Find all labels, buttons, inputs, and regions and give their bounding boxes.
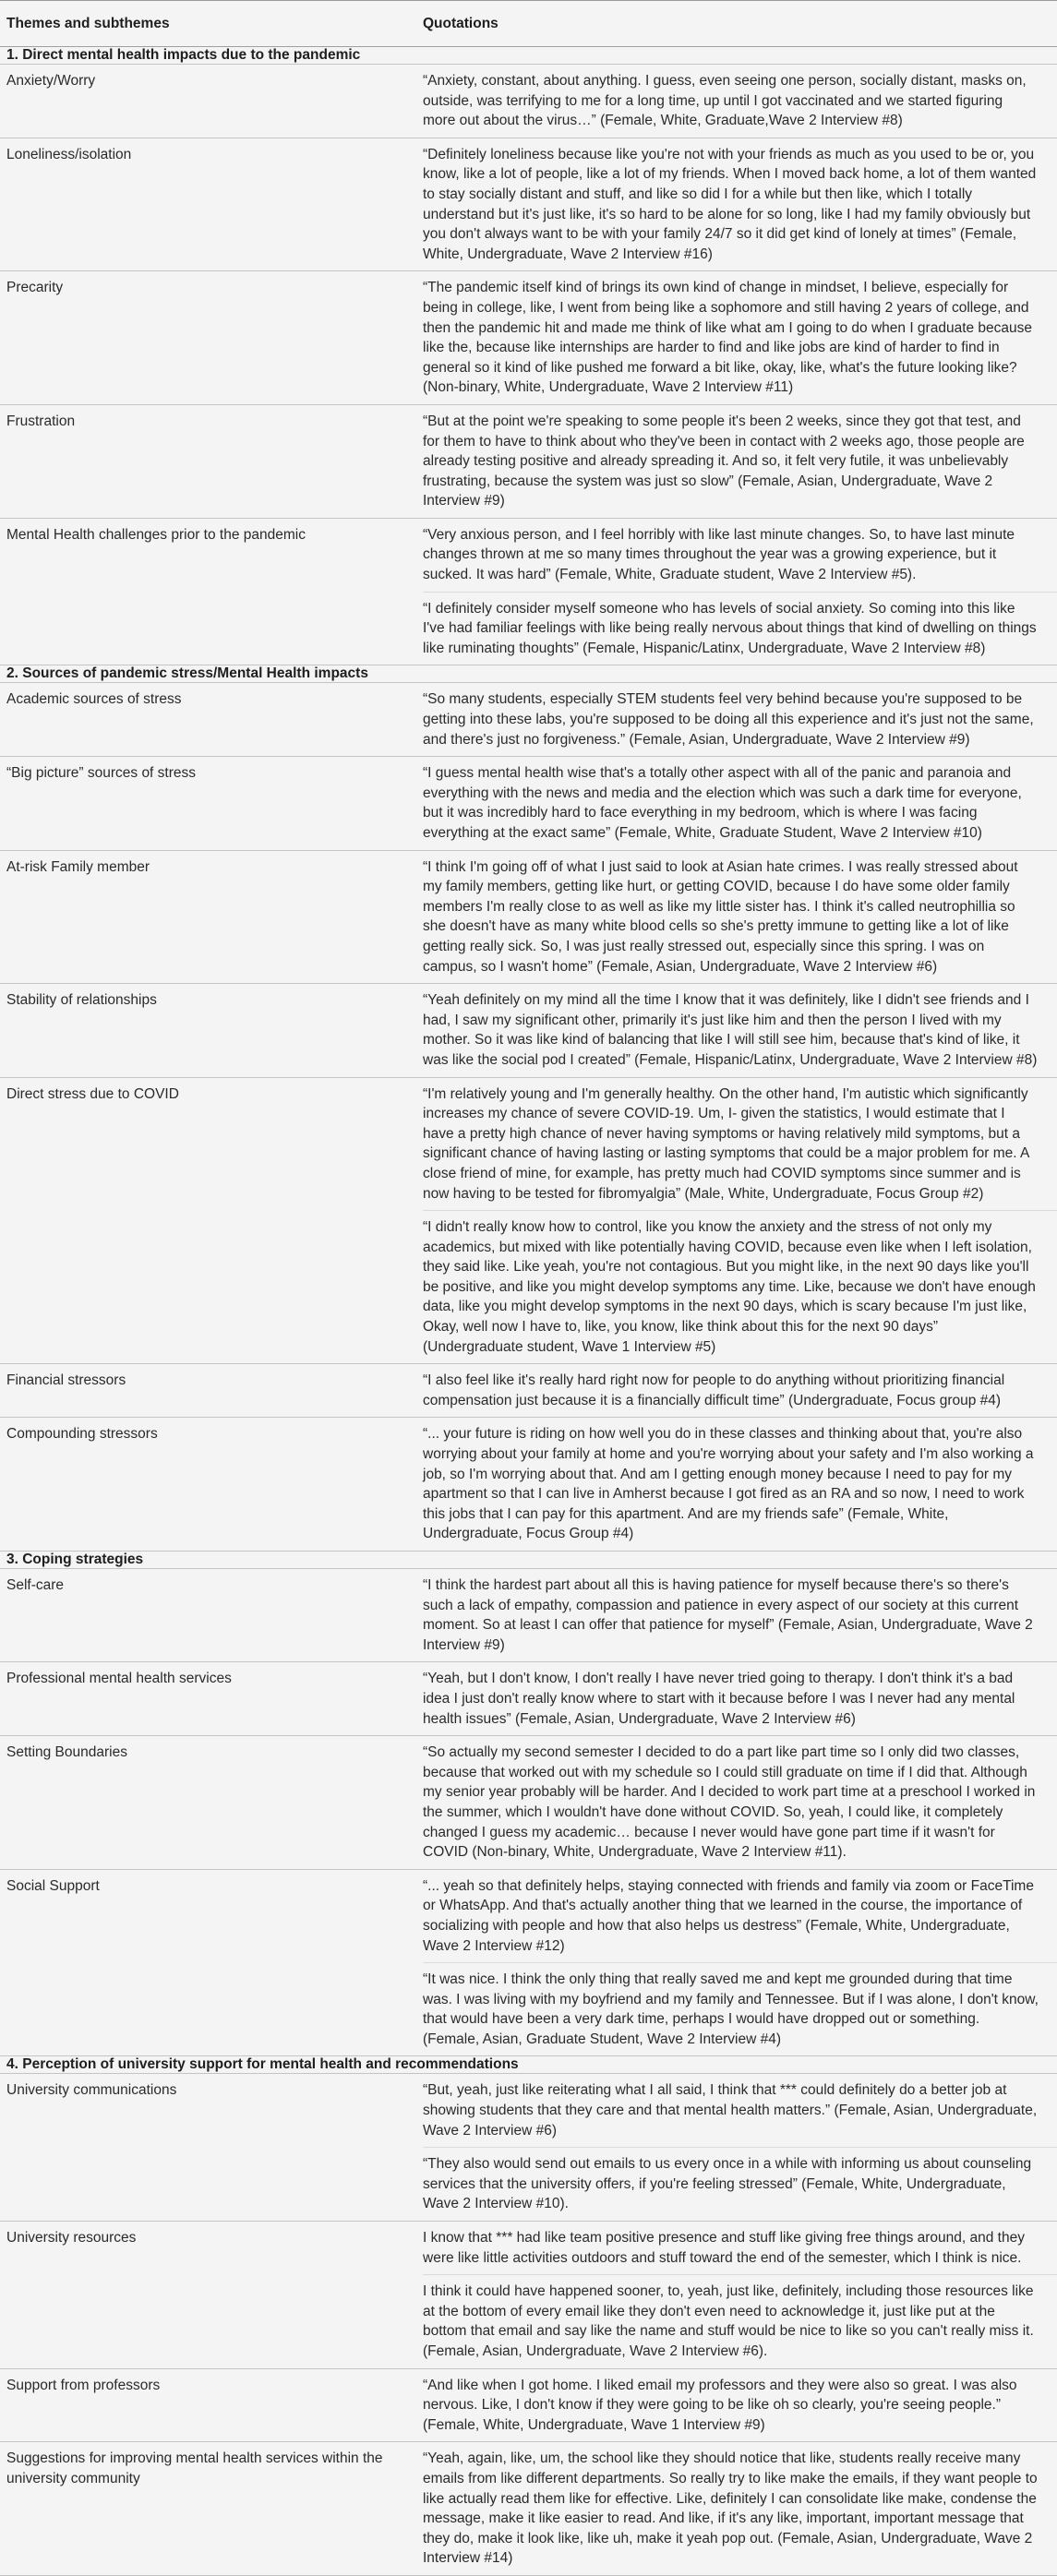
section-heading: 2. Sources of pandemic stress/Mental Health impacts: [0, 665, 1057, 683]
quotation-text: “It was nice. I think the only thing that really saved me and kept me grounded during that time was. I was living with my boyfriend and my family and Tennessee. But if I was alone, I don't know, that would have been a very dark time, perhaps I would have dropped out or something. (Female, Asian, Graduate Student, Wave 2 Interview #4): [423, 1962, 1057, 2055]
quotation-cell: [423, 683, 1057, 756]
header-quotations: Quotations: [423, 15, 498, 31]
subtheme-label: Anxiety/Worry: [6, 73, 96, 89]
table-row: [0, 851, 1057, 985]
quotation-text: “They also would send out emails to us every once in a while with informing us about counseling services that the university offers, if you're feeling stressed” (Female, White, Undergraduate, Wave 2 Interview #10).: [423, 2147, 1057, 2221]
subtheme-label: Suggestions for improving mental health services within the university community: [6, 2450, 383, 2487]
quotation-cell: [423, 271, 1057, 404]
table-row: [0, 138, 1057, 272]
subtheme-label: Frustration: [6, 413, 76, 429]
quotation-text: “I didn't really know how to control, like you know the anxiety and the stress of not only my academics, but mixed with like potentially having COVID, because even like when I left isolation, they said like. Like yeah, you're not contagious. But you might like, in the next 90 days like you'll be positive, and like you might develop symptoms any time. Like, because we don't have enough data, like you might develop symptoms in the next 90 days, which is scary because I'm just like, Okay, well now I have to, like, you know, like think about this for the next 90 days” (Undergraduate student, Wave 1 Interview #5): [423, 1210, 1057, 1363]
quotation-cell: [423, 1078, 1057, 1364]
quotation-text: “Yeah, again, like, um, the school like they should notice that like, students really receive many emails from like different departments. So really try to like make the emails, if they want people to like actually read them like for effective. Like, definitely I can consolidate like make, condense the message, make it like easier to read. And like, if it's any like, important, important message that they do, make it look like, like uh, make it yeah pop out. (Female, Asian, Undergraduate, Wave 2 Interview #14): [423, 2450, 1038, 2567]
table-row: [0, 757, 1057, 850]
table-row: [0, 1418, 1057, 1552]
quotation-cell: [423, 2369, 1057, 2442]
quotation-text: “I guess mental health wise that's a totally other aspect with all of the panic and paranoia and everything with the news and media and the election which was such a dark time for everyone, but it was incredibly hard to face everything in my bedroom, which is where I was facing everything at the exact same” (Female, White, Graduate Student, Wave 2 Interview #10): [423, 765, 1022, 841]
quotation-cell: [423, 2442, 1057, 2575]
subtheme-label: University resources: [6, 2230, 137, 2247]
subtheme-label: Support from professors: [6, 2377, 161, 2393]
quotation-text: “I think the hardest part about all this is having patience for myself because there's so there's such a lack of empathy, compassion and patience in every aspect of our society at this current moment. So at least I can offer that patience for myself” (Female, Asian, Undergraduate, Wave 2 Interview #9): [423, 1577, 1033, 1653]
quotation-cell: [423, 65, 1057, 138]
quotation-text: I know that *** had like team positive presence and stuff like giving free things around, and they were like little activities outdoors and stuff toward the end of the semester, which I think is nice.: [423, 2230, 1025, 2266]
quotation-text: I think it could have happened sooner, to, yeah, just like, definitely, including those resources like at the bottom of every email like they don't even need to acknowledge it, just like put at the bottom that email and say like the name and stuff would be nice to like so you can't really miss it. (Female, Asian, Undergraduate, Wave 2 Interview #6).: [423, 2274, 1057, 2367]
quotation-cell: [423, 138, 1057, 271]
quotation-cell: [423, 851, 1057, 984]
table-row: [0, 405, 1057, 519]
table-row: [0, 984, 1057, 1077]
header-themes: Themes and subthemes: [6, 15, 170, 31]
quotation-text: “Definitely loneliness because like you're not with your friends as much as you used to be or, you know, like a lot of people, like a lot of my friends. When I moved back home, a lot of them wanted to stay socially distant and stuff, and like so did I for a while but then like, which I totally understand but it's just like, it's so hard to be alone for so long, like I had my family obviously but you don't always want to be with your family 24/7 so it did get kind of lonely at times” (Female, White, Undergraduate, Wave 2 Interview #16): [423, 146, 1037, 262]
table-row: [0, 65, 1057, 138]
subtheme-label: Direct stress due to COVID: [6, 1085, 179, 1102]
quotation-text: “Very anxious person, and I feel horribly with like last minute changes. So, to have last minute changes thrown at me so many times throughout the year was a growing experience, but it sucked. It was hard” (Female, White, Graduate student, Wave 2 Interview #5).: [423, 526, 1015, 583]
table-row: [0, 519, 1057, 666]
subtheme-label: Social Support: [6, 1877, 100, 1894]
subtheme-label: “Big picture” sources of stress: [6, 765, 197, 782]
table-row: [0, 2442, 1057, 2576]
table-row: [0, 1736, 1057, 1870]
subtheme-label: Academic sources of stress: [6, 691, 182, 708]
quotation-text: “... your future is riding on how well you do in these classes and thinking about that, you're also worrying about your family at home and you're worrying about your safety and I'm also working a job, so I'm worrying about that. And am I getting enough money because I need to pay for my apartment so that I can live in Amherst because I got fired as an RA and so now, I need to work this jobs that I can pay for this apartment. And are my friends safe” (Female, White, Undergraduate, Focus Group #4): [423, 1426, 1034, 1542]
quotation-text: “The pandemic itself kind of brings its own kind of change in mindset, I believe, especially for being in college, like, I went from being like a sophomore and still having 2 years of college, and then the pandemic hit and made me think of like what am I going to do when I graduate because like the, because like internships are harder to find and like jobs are kind of harder to find in general so it kind of like pushed me forward a bit like, okay, like, what's the future looking like? (Non-binary, White, Undergraduate, Wave 2 Interview #11): [423, 280, 1033, 396]
table-row: [0, 1870, 1057, 2057]
section-heading: 4. Perception of university support for mental health and recommendations: [0, 2056, 1057, 2074]
subtheme-label: Compounding stressors: [6, 1426, 158, 1443]
quotation-text: “... yeah so that definitely helps, staying connected with friends and family via zoom or FaceTime or WhatsApp. And that's actually another thing that we learned in the course, the importance of socializing with people and how that also helps us destress” (Female, White, Undergraduate, Wave 2 Interview #12): [423, 1877, 1034, 1954]
quotation-text: “But, yeah, just like reiterating what I all said, I think that *** could definitely do a better job at showing students that they care and that mental health matters.” (Female, Asian, Undergraduate, Wave 2 Interview #6): [423, 2082, 1038, 2139]
table-row: [0, 1078, 1057, 1365]
table-row: [0, 1364, 1057, 1418]
section-heading: 3. Coping strategies: [0, 1552, 1057, 1569]
table-header: [0, 1, 1057, 47]
quotation-text: “Anxiety, constant, about anything. I guess, even seeing one person, socially distant, masks on, outside, was terrifying to me for a long time, up until I got vaccinated and we started figuring more out about the virus…” (Female, White, Graduate,Wave 2 Interview #8): [423, 73, 1027, 129]
quotation-cell: [423, 1662, 1057, 1735]
subtheme-label: Loneliness/isolation: [6, 146, 132, 162]
subtheme-label: Self-care: [6, 1577, 65, 1593]
table-row: [0, 271, 1057, 405]
quotation-cell: [423, 1736, 1057, 1869]
quotation-cell: [423, 984, 1057, 1076]
quotation-cell: [423, 1364, 1057, 1417]
subtheme-label: Financial stressors: [6, 1372, 126, 1389]
quotation-text: “And like when I got home. I liked email my professors and they were also so great. I was also nervous. Like, I don't know if they were going to be like oh so clearly, you're seeing people.” (Female, White, Undergraduate, Wave 1 Interview #9): [423, 2377, 1017, 2433]
table-row: [0, 1569, 1057, 1662]
quotation-cell: [423, 1569, 1057, 1661]
quotation-text: “I'm relatively young and I'm generally healthy. On the other hand, I'm autistic which significantly increases my chance of severe COVID-19. Um, I- given the statistics, I would estimate that I have a pretty high chance of never having symptoms or having relatively mild symptoms, but a significant chance of having lasting or lasting symptoms that could be a major problem for me. A close friend of mine, for example, has pretty much had COVID symptoms since summer and is now having to be tested for fibromyalgia” (Male, White, Undergraduate, Focus Group #2): [423, 1085, 1029, 1202]
quotation-text: “I definitely consider myself someone who has levels of social anxiety. So coming into this like I've had familiar feelings with like being really nervous about things that kind of dwelling on things like ruminating thoughts” (Female, Hispanic/Latinx, Undergraduate, Wave 2 Interview #8): [423, 592, 1057, 665]
subtheme-label: At-risk Family member: [6, 858, 150, 875]
quotation-text: “But at the point we're speaking to some people it's been 2 weeks, since they got that test, and for them to have to think about who they've been in contact with 2 weeks ago, those people are already testing positive and already spreading it. And so, it felt very futile, it was unbelievably frustrating, because the system was just so slow” (Female, Asian, Undergraduate, Wave 2 Interview #9): [423, 413, 1025, 509]
section-heading: 1. Direct mental health impacts due to the pandemic: [0, 47, 1057, 65]
table-row: [0, 2074, 1057, 2222]
subtheme-label: Stability of relationships: [6, 992, 157, 1009]
quotation-cell: [423, 1870, 1057, 2056]
quotation-cell: [423, 2074, 1057, 2221]
quotation-cell: [423, 405, 1057, 518]
subtheme-label: Setting Boundaries: [6, 1744, 127, 1761]
quotation-text: “Yeah, but I don't know, I don't really I have never tried going to therapy. I don't think it's a bad idea I just don't really know where to start with it because before I was I never had any mental health issues” (Female, Asian, Undergraduate, Wave 2 Interview #6): [423, 1671, 1015, 1727]
table-row: [0, 2222, 1057, 2369]
quotation-text: “So many students, especially STEM students feel very behind because you're supposed to be getting into these labs, you're supposed to be doing all this experience and it's just not the same, and there's just no forgiveness.” (Female, Asian, Undergraduate, Wave 2 Interview #9): [423, 691, 1034, 748]
subtheme-label: University communications: [6, 2082, 177, 2099]
table-row: [0, 2369, 1057, 2443]
quotation-text: “I also feel like it's really hard right now for people to do anything without prioritizing financial compensation just because it is a financially difficult time” (Undergraduate, Focus group #4): [423, 1372, 1005, 1408]
quotation-cell: [423, 519, 1057, 665]
quotation-cell: [423, 2222, 1057, 2368]
quotation-text: “I think I'm going off of what I just said to look at Asian hate crimes. I was really stressed about my family members, getting like hurt, or getting COVID, because I do have some older family members I'm really close to as well as like my little sister has. I think it's called neutrophillia so she doesn't have as many white blood cells so she's pretty immune to getting like a lot of like getting really sick. So, I was just really stressed out, especially since this spring. I was on campus, so I wasn't home” (Female, Asian, Undergraduate, Wave 2 Interview #6): [423, 858, 1018, 975]
quotation-text: “So actually my second semester I decided to do a part like part time so I only did two classes, because that worked out with my schedule so I could still graduate on time if I did that. Although my senior year probably will be harder. And I decided to work part time at a preschool I worked in the summer, which I wouldn't have done without COVID. So, yeah, I could like, it completely changed I guess my academic… because I never would have gone part time if it wasn't for COVID (Non-binary, White, Undergraduate, Wave 2 Interview #11).: [423, 1744, 1036, 1861]
subtheme-label: Professional mental health services: [6, 1671, 232, 1687]
table-row: [0, 1662, 1057, 1736]
quotation-cell: [423, 1418, 1057, 1551]
quotation-text: “Yeah definitely on my mind all the time I know that it was definitely, like I didn't see friends and I had, I saw my significant other, primarily it's just like him and then the person I lived with my mother. So it was like kind of balancing that like I will still see him, because that's kind of like, it was like the social pod I created” (Female, Hispanic/Latinx, Undergraduate, Wave 2 Interview #8): [423, 992, 1038, 1068]
quotation-cell: [423, 757, 1057, 849]
table-row: [0, 683, 1057, 757]
subtheme-label: Mental Health challenges prior to the pandemic: [6, 526, 306, 543]
subtheme-label: Precarity: [6, 280, 64, 296]
